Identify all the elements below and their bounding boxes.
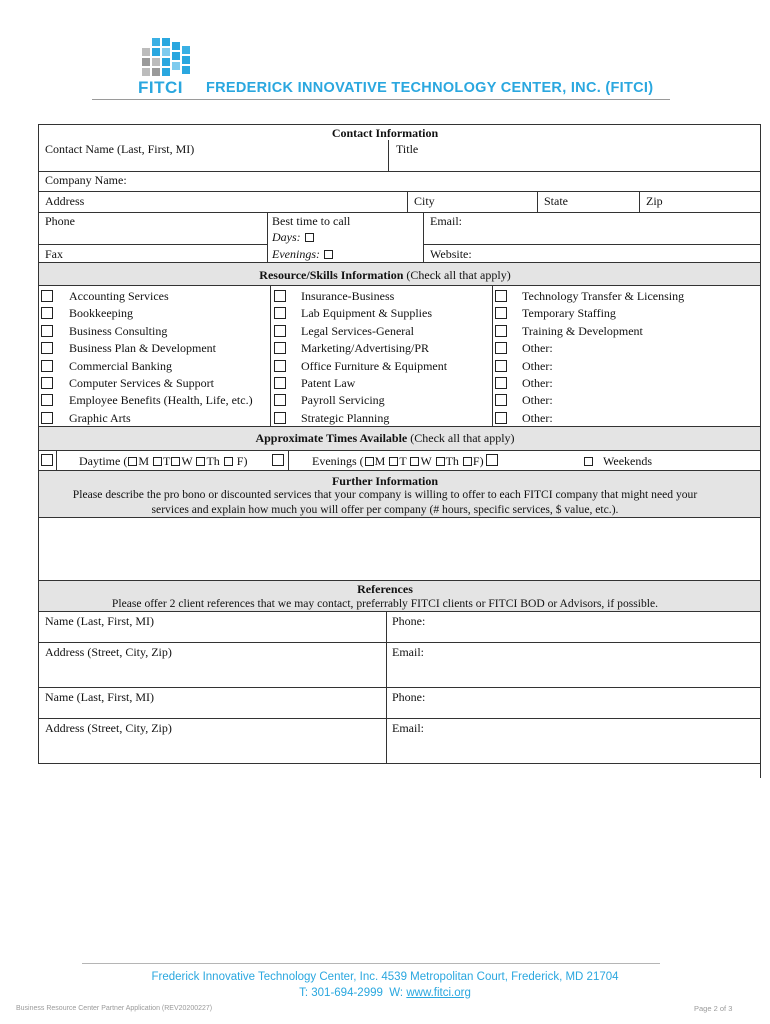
header-divider	[92, 99, 670, 100]
website-label: Website:	[430, 247, 472, 261]
revision-label: Business Resource Center Partner Application (REV20200227)	[16, 1005, 213, 1012]
daytime-t-checkbox[interactable]	[153, 457, 162, 466]
skill-label: Bookkeeping	[69, 306, 133, 321]
skill-checkbox[interactable]	[41, 360, 53, 372]
evening-m-checkbox[interactable]	[365, 457, 374, 466]
evenings-avail-checkbox[interactable]	[272, 454, 284, 466]
times-heading: Approximate Times Available (Check all that apply)	[255, 431, 515, 445]
skill-checkbox[interactable]	[41, 377, 53, 389]
daytime-checkbox[interactable]	[41, 454, 53, 466]
evening-w-checkbox[interactable]	[410, 457, 419, 466]
skill-label: Graphic Arts	[69, 410, 131, 425]
best-time-label: Best time to call	[272, 214, 351, 228]
skills-heading: Resource/Skills Information (Check all that apply)	[259, 268, 511, 282]
skill-checkbox[interactable]	[495, 342, 507, 354]
footer-address: Frederick Innovative Technology Center, Inc. 4539 Metropolitan Court, Frederick, MD 21704	[151, 971, 619, 983]
contact-name-label: Contact Name (Last, First, MI)	[45, 142, 195, 156]
title-label: Title	[396, 142, 419, 156]
days-checkbox[interactable]	[305, 233, 314, 242]
skill-label: Marketing/Advertising/PR	[301, 341, 429, 356]
skill-label: Other:	[522, 358, 553, 373]
phone-label: Phone	[45, 214, 75, 228]
skill-checkbox[interactable]	[41, 342, 53, 354]
evenings-label: Evenings:	[272, 247, 334, 262]
skill-label: Other:	[522, 393, 553, 408]
skill-label: Accounting Services	[69, 289, 169, 303]
skill-label: Computer Services & Support	[69, 376, 214, 390]
skill-label: Employee Benefits (Health, Life, etc.)	[69, 393, 253, 408]
skill-checkbox[interactable]	[41, 307, 53, 319]
page-number: Page 2 of 3	[694, 1004, 733, 1013]
skill-label: Insurance-Business	[301, 289, 395, 303]
skill-checkbox[interactable]	[274, 377, 286, 389]
city-label: City	[414, 194, 435, 208]
footer-divider	[82, 963, 660, 964]
skill-checkbox[interactable]	[274, 325, 286, 337]
skill-checkbox[interactable]	[495, 325, 507, 337]
references-heading: References	[357, 582, 413, 596]
evening-t-checkbox[interactable]	[389, 457, 398, 466]
daytime-th-checkbox[interactable]	[196, 457, 205, 466]
contact-heading: Contact Information	[331, 126, 439, 140]
ref1-email-label: Email:	[392, 645, 424, 659]
daytime-row: Daytime ( M T W Th F)	[79, 454, 248, 468]
references-note: Please offer 2 client references that we may contact, preferrably FITCI clients or FITCI BOD or Advisors, if possible.	[111, 597, 659, 610]
ref2-phone-label: Phone:	[392, 690, 426, 704]
evening-th-checkbox[interactable]	[436, 457, 445, 466]
skill-checkbox[interactable]	[495, 377, 507, 389]
weekends-checkbox[interactable]	[584, 457, 593, 466]
skill-checkbox[interactable]	[495, 394, 507, 406]
skill-label: Office Furniture & Equipment	[301, 358, 448, 373]
skill-checkbox[interactable]	[274, 342, 286, 354]
company-name-label: Company Name:	[45, 173, 127, 187]
ref1-name-label: Name (Last, First, MI)	[45, 614, 154, 628]
state-label: State	[544, 194, 568, 208]
skill-checkbox[interactable]	[41, 325, 53, 337]
website-link[interactable]: www.fitci.org	[406, 987, 471, 999]
skill-checkbox[interactable]	[274, 290, 286, 302]
skill-label: Temporary Staffing	[522, 306, 616, 321]
further-info-field[interactable]	[39, 518, 760, 580]
skill-checkbox[interactable]	[274, 360, 286, 372]
skill-label: Patent Law	[301, 376, 356, 390]
skill-label: Other:	[522, 341, 553, 356]
ref2-address-label: Address (Street, City, Zip)	[45, 721, 172, 735]
ref1-address-label: Address (Street, City, Zip)	[45, 645, 172, 659]
skill-label: Payroll Servicing	[301, 393, 385, 408]
skill-label: Other:	[522, 410, 553, 425]
skill-label: Technology Transfer & Licensing	[522, 289, 685, 303]
skill-label: Legal Services-General	[301, 323, 414, 338]
skill-checkbox[interactable]	[495, 307, 507, 319]
skill-checkbox[interactable]	[495, 360, 507, 372]
footer-contact: T: 301-694-2999 W: www.fitci.org	[299, 987, 471, 999]
evenings-checkbox[interactable]	[324, 250, 333, 259]
weekends-outer-checkbox[interactable]	[486, 454, 498, 466]
skill-label: Commercial Banking	[69, 358, 172, 373]
daytime-m-checkbox[interactable]	[128, 457, 137, 466]
skill-checkbox[interactable]	[274, 307, 286, 319]
skill-label: Business Plan & Development	[69, 341, 216, 356]
skill-checkbox[interactable]	[41, 394, 53, 406]
skill-checkbox[interactable]	[495, 412, 507, 424]
skill-checkbox[interactable]	[274, 394, 286, 406]
further-line-2: services and explain how much you will offer per company (# hours, specific services, $ value, etc.).	[151, 503, 619, 516]
email-label: Email:	[430, 214, 462, 228]
days-label: Days:	[272, 230, 315, 245]
skill-label: Training & Development	[522, 323, 643, 338]
skill-checkbox[interactable]	[41, 290, 53, 302]
skill-checkbox[interactable]	[495, 290, 507, 302]
skill-label: Other:	[522, 376, 553, 390]
ref2-email-label: Email:	[392, 721, 424, 735]
evenings-row: Evenings ( M T W Th F)	[312, 454, 484, 468]
logo-wordmark: FITCI	[138, 78, 183, 97]
weekends-row: Weekends	[583, 454, 652, 469]
further-heading: Further Information	[331, 474, 439, 488]
skill-label: Business Consulting	[69, 323, 168, 338]
skill-label: Lab Equipment & Supplies	[301, 306, 432, 321]
ref2-name-label: Name (Last, First, MI)	[45, 690, 154, 704]
skill-checkbox[interactable]	[41, 412, 53, 424]
org-title: FREDERICK INNOVATIVE TECHNOLOGY CENTER, INC. (FITCI)	[206, 80, 654, 96]
daytime-w-checkbox[interactable]	[171, 457, 180, 466]
daytime-f-checkbox[interactable]	[224, 457, 233, 466]
fax-label: Fax	[45, 247, 63, 261]
address-label: Address	[45, 194, 85, 208]
zip-label: Zip	[646, 194, 663, 208]
evening-f-checkbox[interactable]	[463, 457, 472, 466]
further-line-1: Please describe the pro bono or discounted services that your company is willing to offer to each FITCI company that might need your	[72, 488, 698, 501]
ref1-phone-label: Phone:	[392, 614, 426, 628]
skill-label: Strategic Planning	[301, 410, 390, 425]
skill-checkbox[interactable]	[274, 412, 286, 424]
